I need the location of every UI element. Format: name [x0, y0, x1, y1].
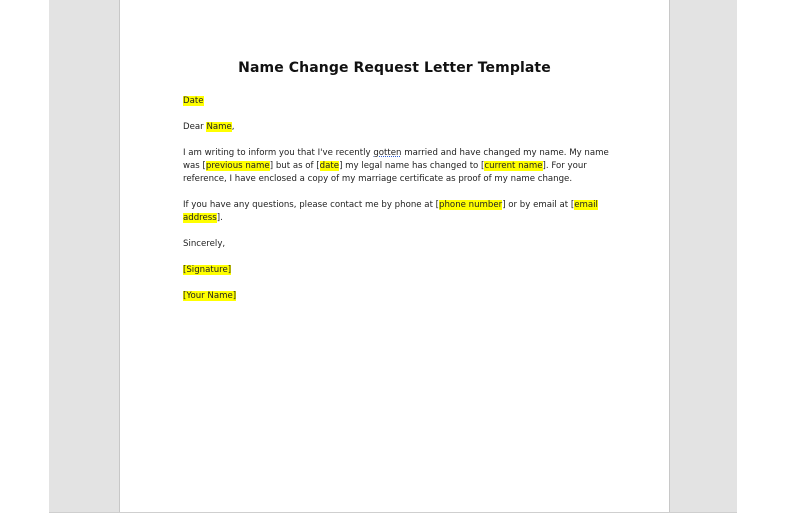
intro-text-4: ] my legal name has changed to [ [339, 161, 485, 171]
contact-text-1: If you have any questions, please contact me by phone at [ [183, 200, 440, 210]
document-title: Name Change Request Letter Template [238, 60, 551, 76]
spellcheck-word[interactable]: gotten [373, 148, 402, 158]
contact-text-3: ]. [216, 213, 223, 223]
salutation-prefix: Dear [183, 122, 207, 132]
salutation-suffix: , [231, 122, 235, 132]
salutation-line [183, 121, 613, 134]
date-placeholder: Date [183, 96, 204, 106]
closing-line: Sincerely, [183, 239, 226, 249]
your-name-line [183, 290, 613, 303]
previous-name-placeholder: previous name [205, 161, 270, 171]
date-line [183, 95, 613, 108]
paragraph-contact [183, 199, 613, 225]
intro-text-1: I am writing to inform you that I've recently [183, 148, 374, 158]
name-placeholder: Name [206, 122, 232, 132]
intro-bracket: [ [202, 161, 206, 171]
letter-body [183, 95, 613, 316]
date-field-placeholder: date [319, 161, 340, 171]
intro-text-2: married and have changed my name. My name was [183, 148, 609, 171]
email-placeholder: email address [183, 200, 598, 223]
phone-placeholder: phone number [439, 200, 503, 210]
document-page[interactable] [119, 0, 670, 512]
your-name-placeholder: [Your Name] [183, 291, 237, 301]
paragraph-intro [183, 147, 613, 186]
current-name-placeholder: current name [484, 161, 543, 171]
intro-text-3: ] but as of [ [269, 161, 320, 171]
signature-line [183, 264, 613, 277]
signature-placeholder: [Signature] [183, 265, 232, 275]
contact-text-2: ] or by email at [ [502, 200, 575, 210]
intro-text-5: ]. For your reference, I have enclosed a copy of my marriage certificate as proof of my name change. [183, 161, 587, 184]
